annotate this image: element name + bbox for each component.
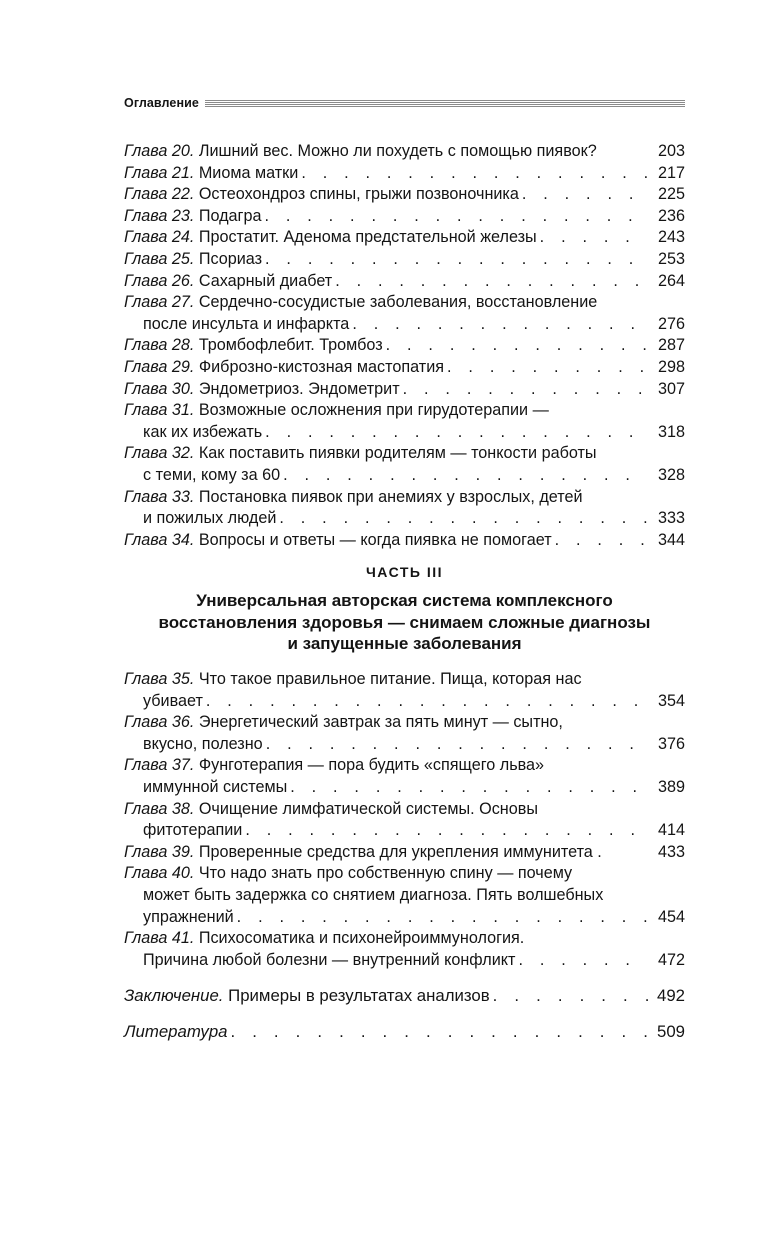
chapter-label: Глава 24.	[124, 228, 195, 247]
toc-line	[124, 885, 685, 907]
page-number: 225	[657, 185, 685, 204]
chapter-title: иммунной системы	[143, 777, 288, 796]
chapter-title: Тромбофлебит. Тромбоз	[198, 336, 383, 355]
toc-line	[124, 465, 685, 487]
running-head	[124, 95, 685, 111]
toc-entry-chapter-26[interactable]	[124, 271, 685, 293]
page-number: 509	[657, 1022, 685, 1041]
part-title-line: и запущенные заболевания	[287, 634, 522, 653]
chapter-title: Подагра	[198, 206, 262, 225]
toc-line	[124, 163, 685, 185]
toc-line	[124, 206, 685, 228]
chapter-label: Глава 25.	[124, 249, 195, 268]
toc-list-part-2	[124, 141, 685, 551]
dot-leader	[403, 379, 648, 401]
toc-entry-chapter-31[interactable]	[124, 400, 685, 443]
dot-leader	[245, 820, 648, 842]
dot-leader	[555, 530, 648, 552]
toc-list-part-3	[124, 669, 685, 971]
chapter-label: Глава 37.	[124, 756, 195, 775]
running-head-title: Оглавление	[124, 96, 199, 110]
toc-line	[124, 799, 685, 821]
chapter-title: Миома матки	[198, 163, 299, 182]
chapter-title: Вопросы и ответы — когда пиявка не помогает	[198, 530, 552, 549]
part-title-line: восстановления здоровья — снимаем сложные диагнозы	[158, 612, 651, 632]
page-number: 318	[657, 422, 685, 441]
chapter-title: Очищение лимфатической системы. Основы	[198, 799, 538, 818]
dot-leader	[265, 249, 648, 271]
chapter-label: Глава 23.	[124, 206, 195, 225]
page-number: 344	[657, 530, 685, 549]
toc-entry-literature[interactable]	[124, 1020, 685, 1044]
conclusion-label: Заключение.	[124, 986, 224, 1005]
toc-line	[124, 712, 685, 734]
chapter-title: Остеохондроз спины, грыжи позвоночника	[198, 185, 519, 204]
chapter-title: Что такое правильное питание. Пища, которая нас	[198, 670, 582, 688]
chapter-title: Фунготерапия — пора будить «спящего льва»	[198, 756, 545, 775]
page-number: 454	[657, 907, 685, 926]
toc-entry-chapter-40[interactable]	[124, 863, 685, 928]
chapter-title: Сахарный диабет	[198, 271, 333, 290]
page-number: 472	[657, 950, 685, 969]
toc-line	[124, 292, 685, 314]
dot-leader	[206, 691, 648, 713]
toc-entry-chapter-22[interactable]	[124, 184, 685, 206]
toc-line	[124, 335, 685, 357]
dot-leader	[522, 184, 648, 206]
page-number: 203	[657, 142, 685, 160]
dot-leader	[301, 163, 648, 185]
toc-entry-chapter-34[interactable]	[124, 530, 685, 552]
toc-entry-chapter-24[interactable]	[124, 227, 685, 249]
chapter-title: Что надо знать про собственную спину — почему	[198, 864, 573, 883]
toc-entry-conclusion[interactable]	[124, 984, 685, 1008]
toc-entry-chapter-23[interactable]	[124, 206, 685, 228]
dot-leader	[447, 357, 648, 379]
chapter-label: Глава 29.	[124, 357, 195, 376]
toc-line	[124, 443, 685, 465]
chapter-title: вкусно, полезно	[143, 734, 263, 753]
chapter-label: Глава 39.	[124, 842, 195, 861]
chapter-label: Глава 35.	[124, 670, 195, 688]
page-number: 298	[657, 357, 685, 376]
chapter-title: упражнений	[143, 907, 234, 926]
page-number: 414	[657, 821, 685, 840]
dot-leader	[230, 1020, 648, 1044]
page-number: 264	[657, 271, 685, 290]
chapter-label: Глава 40.	[124, 864, 195, 883]
page-number: 376	[657, 734, 685, 753]
dot-leader	[290, 777, 648, 799]
dot-leader	[493, 984, 648, 1008]
toc-entry-chapter-21[interactable]	[124, 163, 685, 185]
chapter-title: Постановка пиявок при анемиях у взрослых, детей	[198, 487, 583, 506]
chapter-title: убивает	[143, 691, 203, 710]
chapter-title: Простатит. Аденома предстательной железы	[198, 228, 537, 247]
toc-entry-chapter-25[interactable]	[124, 249, 685, 271]
toc-line	[124, 227, 685, 249]
literature-label: Литература	[124, 1022, 228, 1041]
chapter-label: Глава 36.	[124, 713, 195, 732]
chapter-label: Глава 34.	[124, 530, 195, 549]
chapter-title: Проверенные средства для укрепления иммунитета .	[198, 842, 602, 861]
toc-line	[124, 184, 685, 206]
chapter-label: Глава 30.	[124, 379, 195, 398]
toc-line	[124, 820, 685, 842]
chapter-title: Лишний вес. Можно ли похудеть с помощью пиявок?	[198, 142, 597, 160]
chapter-title: Как поставить пиявки родителям — тонкости работы	[198, 444, 597, 463]
page-number: 287	[657, 336, 685, 355]
toc-line	[124, 777, 685, 799]
toc-entry-chapter-35[interactable]	[124, 669, 685, 712]
toc-line	[124, 734, 685, 756]
dot-leader	[266, 734, 648, 756]
chapter-title: Возможные осложнения при гирудотерапии —	[198, 401, 549, 420]
toc-line	[124, 314, 685, 336]
dot-leader	[518, 950, 648, 972]
toc-line	[124, 950, 685, 972]
chapter-title: Фиброзно-кистозная мастопатия	[198, 357, 445, 376]
toc-line	[124, 487, 685, 509]
chapter-label: Глава 32.	[124, 444, 195, 463]
chapter-title: Эндометриоз. Эндометрит	[198, 379, 400, 398]
chapter-label: Глава 26.	[124, 271, 195, 290]
chapter-title: может быть задержка со снятием диагноза. Пять волшебных	[143, 885, 604, 904]
page-number: 328	[657, 465, 685, 484]
toc-line	[124, 907, 685, 929]
page-number: 354	[657, 691, 685, 710]
toc-line	[124, 863, 685, 885]
toc-entry-chapter-39[interactable]	[124, 842, 685, 864]
chapter-title: фитотерапии	[143, 821, 243, 840]
chapter-title: как их избежать	[143, 422, 263, 441]
toc-line	[124, 691, 685, 713]
chapter-label: Глава 27.	[124, 293, 195, 312]
page-number: 333	[657, 509, 685, 528]
toc-entry-chapter-37[interactable]	[124, 755, 685, 798]
dot-leader	[279, 508, 648, 530]
dot-leader	[237, 907, 648, 929]
chapter-title: Причина любой болезни — внутренний конфликт	[143, 950, 516, 969]
toc-line	[124, 249, 685, 271]
toc-line	[124, 508, 685, 530]
toc-line	[124, 357, 685, 379]
toc-line	[124, 530, 685, 552]
dot-leader	[352, 314, 648, 336]
dot-leader	[283, 465, 648, 487]
page-number: 433	[657, 842, 685, 861]
chapter-title: Сердечно-сосудистые заболевания, восстановление	[198, 293, 598, 312]
toc-line	[124, 755, 685, 777]
chapter-title: Психосоматика и психонейроиммунология.	[198, 929, 525, 948]
toc-entry-chapter-38[interactable]	[124, 799, 685, 842]
toc-line	[124, 422, 685, 444]
page-number: 389	[657, 777, 685, 796]
page-number: 276	[657, 314, 685, 333]
toc-entry-chapter-27[interactable]	[124, 292, 685, 335]
toc-line	[124, 842, 685, 864]
toc-entry-chapter-41[interactable]	[124, 928, 685, 971]
chapter-label: Глава 38.	[124, 799, 195, 818]
toc-entry-chapter-36[interactable]	[124, 712, 685, 755]
page-number: 236	[657, 206, 685, 225]
chapter-label: Глава 41.	[124, 929, 195, 948]
toc-entry-chapter-28[interactable]	[124, 335, 685, 357]
page-number: 243	[657, 228, 685, 247]
toc-line	[124, 928, 685, 950]
toc-entry-chapter-32[interactable]	[124, 443, 685, 486]
dot-leader	[264, 206, 648, 228]
chapter-label: Глава 31.	[124, 401, 195, 420]
chapter-label: Глава 20.	[124, 142, 195, 160]
chapter-title: Энергетический завтрак за пять минут — сытно,	[198, 713, 563, 732]
toc-entry-chapter-20[interactable]	[124, 141, 685, 163]
part-title-line: Универсальная авторская система комплексного	[196, 591, 613, 610]
page-number: 492	[657, 986, 685, 1005]
chapter-title: и пожилых людей	[143, 509, 277, 528]
dot-leader	[335, 271, 648, 293]
dot-leader	[540, 227, 648, 249]
dot-leader	[386, 335, 648, 357]
chapter-title: Псориаз	[198, 249, 263, 268]
toc-entry-chapter-33[interactable]	[124, 487, 685, 530]
page-number: 307	[657, 379, 685, 398]
page-number: 253	[657, 249, 685, 268]
chapter-label: Глава 28.	[124, 336, 195, 355]
part-label: ЧАСТЬ III	[365, 564, 444, 580]
running-head-rule	[205, 100, 685, 108]
toc-line	[124, 271, 685, 293]
chapter-label: Глава 21.	[124, 163, 195, 182]
chapter-label: Глава 33.	[124, 487, 195, 506]
toc-line	[124, 669, 685, 691]
toc-entry-chapter-29[interactable]	[124, 357, 685, 379]
toc-entry-chapter-30[interactable]	[124, 379, 685, 401]
toc-line	[124, 400, 685, 422]
toc-line	[124, 379, 685, 401]
chapter-label: Глава 22.	[124, 185, 195, 204]
part-title	[112, 590, 697, 655]
chapter-title: после инсульта и инфаркта	[143, 314, 350, 333]
conclusion-title: Примеры в результатах анализов	[228, 986, 490, 1005]
toc-line	[124, 141, 685, 163]
dot-leader	[265, 422, 648, 444]
page-number: 217	[657, 163, 685, 182]
chapter-title: с теми, кому за 60	[143, 465, 281, 484]
